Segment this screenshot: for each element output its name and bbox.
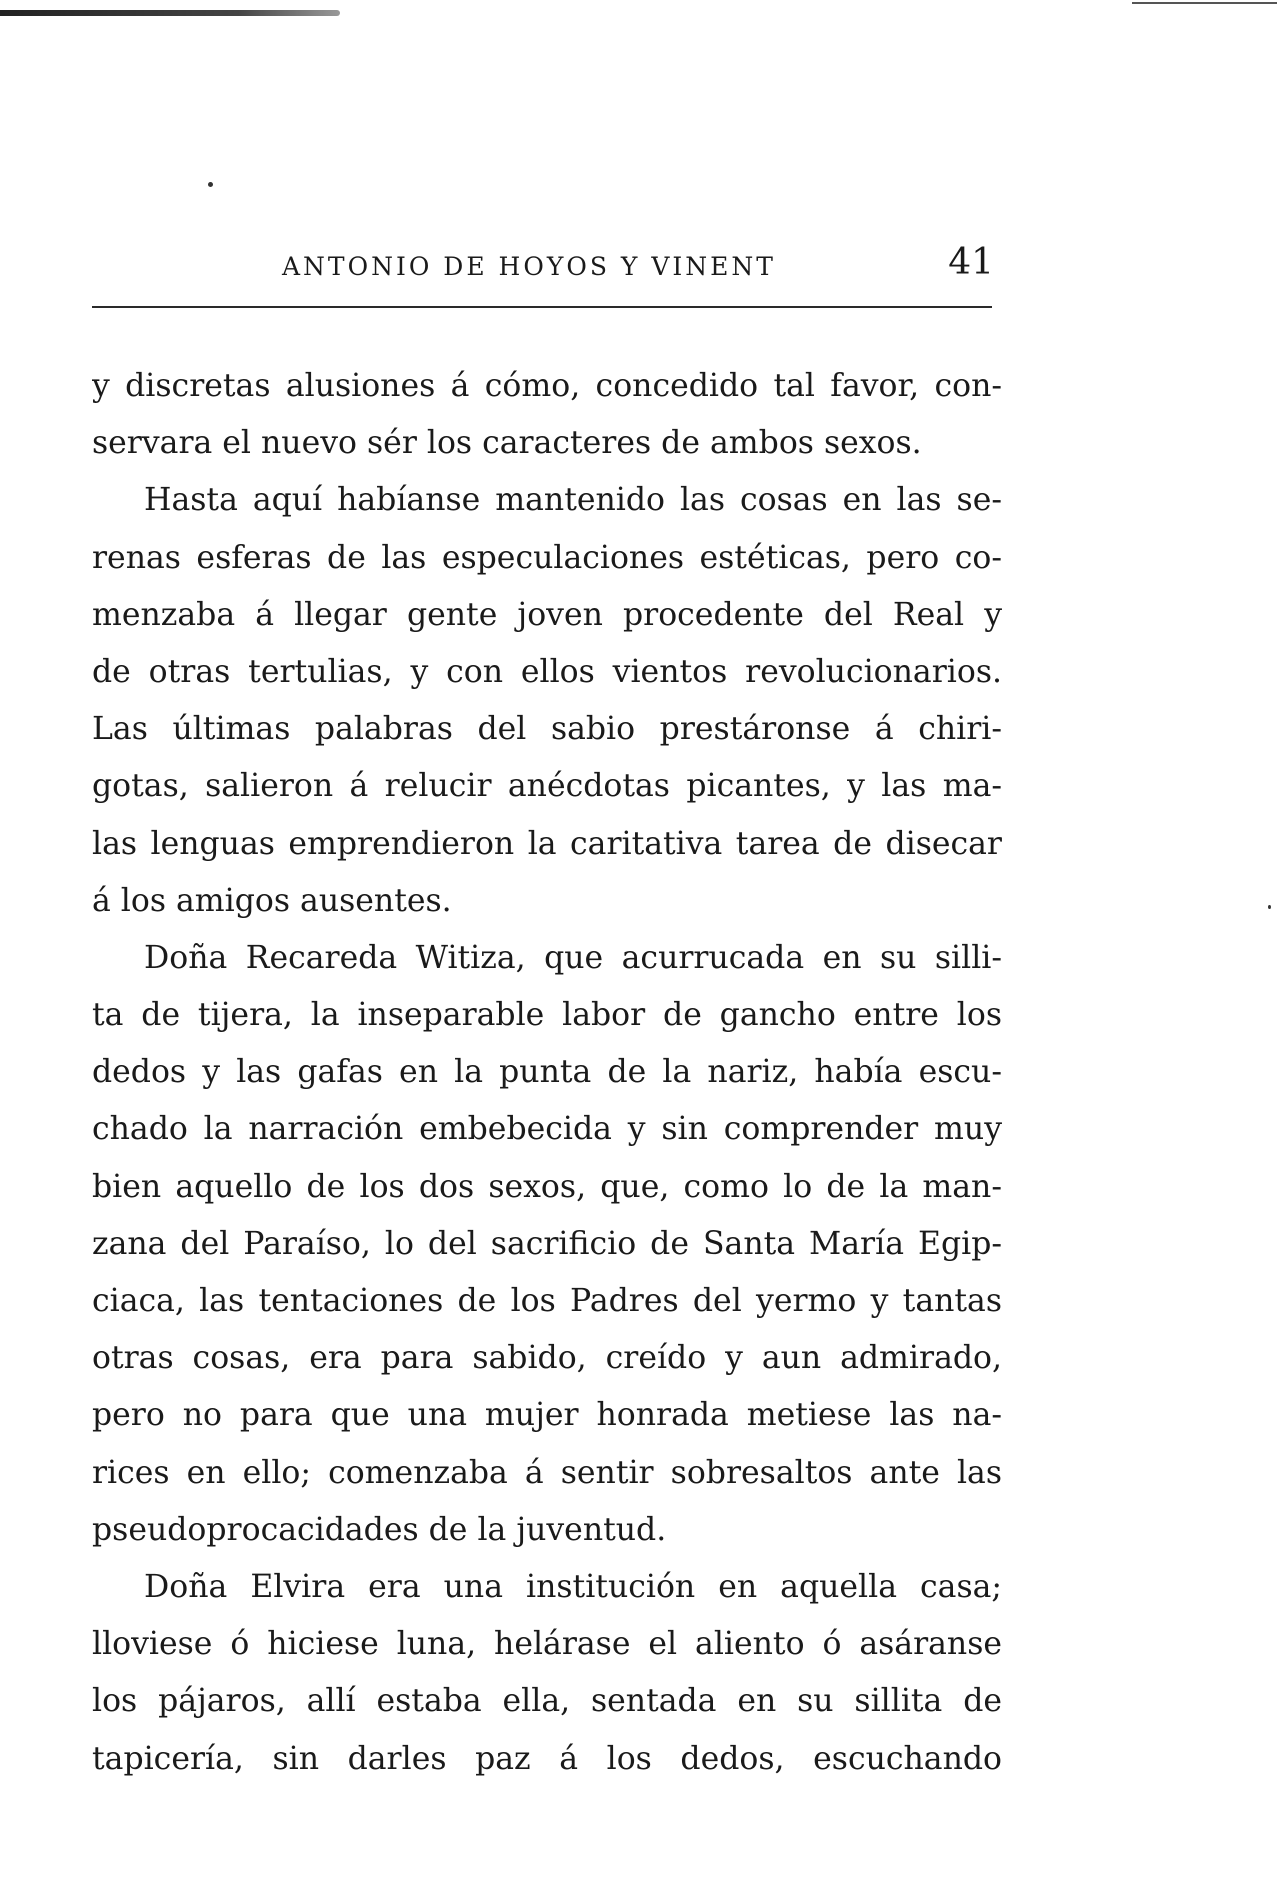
page-number: 41	[948, 242, 994, 283]
text-line: tapicería, sin darles paz á los dedos, escuchando	[92, 1740, 1002, 1777]
text-line: gotas, salieron á relucir anécdotas picantes, y las ma-	[92, 768, 1002, 805]
text-line: dedos y las gafas en la punta de la nariz, había escu-	[92, 1054, 1002, 1091]
text-line: otras cosas, era para sabido, creído y aun admirado,	[92, 1340, 1002, 1377]
running-head	[92, 242, 1002, 296]
text-line: chado la narración embebecida y sin comprender muy	[92, 1111, 1002, 1148]
text-line: servara el nuevo sér los caracteres de ambos sexos.	[92, 425, 922, 462]
text-line: bien aquello de los dos sexos, que, como lo de la man-	[92, 1168, 1002, 1205]
text-line: rices en ello; comenzaba á sentir sobresaltos ante las	[92, 1454, 1002, 1491]
text-body	[92, 358, 1002, 1788]
scan-edge-mark	[0, 10, 340, 16]
text-line: pseudoprocacidades de la juventud.	[92, 1511, 667, 1548]
text-line: de otras tertulias, y con ellos vientos revolucionarios.	[92, 653, 1002, 690]
text-line: ciaca, las tentaciones de los Padres del yermo y tantas	[92, 1283, 1002, 1319]
text-line: renas esferas de las especulaciones estéticas, pero co-	[92, 539, 1002, 576]
text-line: Doña Recareda Witiza, que acurrucada en su silli-	[144, 939, 1002, 976]
scan-speck	[1268, 905, 1271, 909]
scan-edge-mark-right	[1132, 2, 1277, 4]
running-title: ANTONIO DE HOYOS Y VINENT	[282, 252, 776, 281]
text-line: menzaba á llegar gente joven procedente del Real y	[92, 596, 1002, 633]
text-line: los pájaros, allí estaba ella, sentada en su sillita de	[92, 1683, 1002, 1720]
text-line: lloviese ó hiciese luna, helárase el aliento ó asáranse	[92, 1626, 1002, 1663]
text-line: pero no para que una mujer honrada metiese las na-	[92, 1397, 1002, 1434]
header-rule	[92, 306, 992, 308]
text-line: ta de tijera, la inseparable labor de gancho entre los	[92, 997, 1002, 1034]
text-line: Las últimas palabras del sabio prestáronse á chiri-	[92, 711, 1002, 748]
text-line: Doña Elvira era una institución en aquella casa;	[144, 1568, 1002, 1605]
text-line: Hasta aquí habíanse mantenido las cosas en las se-	[144, 482, 1002, 519]
text-line: las lenguas emprendieron la caritativa tarea de disecar	[92, 825, 1002, 862]
text-line: y discretas alusiones á cómo, concedido tal favor, con-	[92, 368, 1002, 404]
scan-speck	[208, 182, 213, 187]
text-line: á los amigos ausentes.	[92, 882, 452, 919]
text-line: zana del Paraíso, lo del sacrificio de Santa María Egip-	[92, 1225, 1002, 1262]
